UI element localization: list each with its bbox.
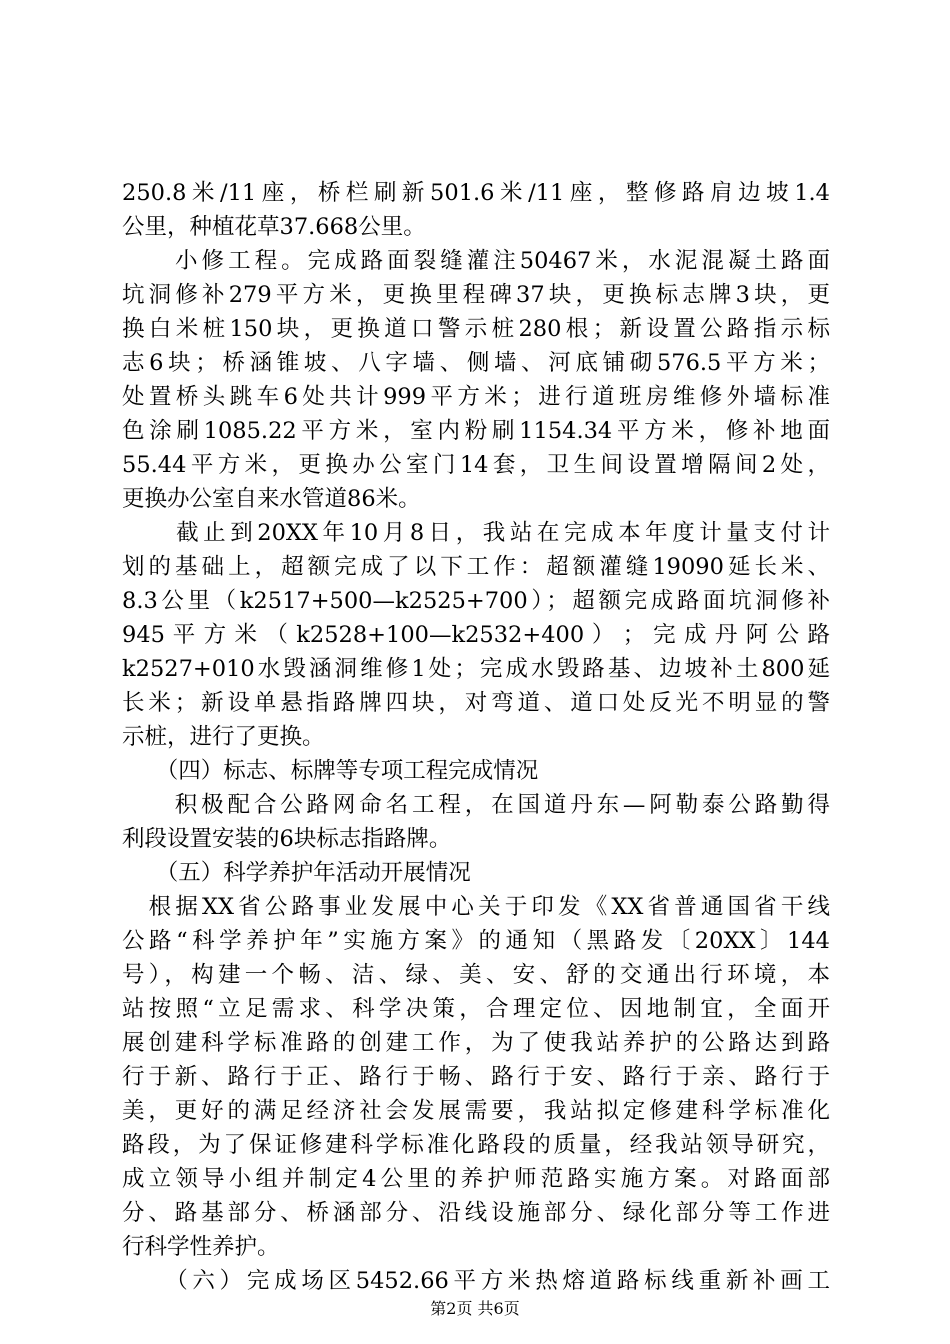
text-line: 号），构建一个畅、洁、绿、美、安、舒的交通出行环境，本 <box>122 962 830 988</box>
text-line: k2527+010水毁涵洞维修1处；完成水毁路基、边坡补土800延 <box>122 656 830 682</box>
text-line: 更换办公室自来水管道86米。 <box>122 486 421 512</box>
text-line: 小修工程。完成路面裂缝灌注50467米，水泥混凝土路面 <box>122 248 830 274</box>
text-line: 划的基础上，超额完成了以下工作：超额灌缝19090延长米、 <box>122 554 830 580</box>
section-heading: （四）标志、标牌等专项工程完成情况 <box>122 758 539 784</box>
text-line: 志6块；桥涵锥坡、八字墙、侧墙、河底铺砌576.5平方米； <box>122 350 830 376</box>
text-line: （六）完成场区5452.66平方米热熔道路标线重新补画工 <box>122 1268 830 1294</box>
text-line: 处置桥头跳车6处共计999平方米；进行道班房维修外墙标准 <box>122 384 830 410</box>
text-line: 坑洞修补279平方米，更换里程碑37块，更换标志牌3块，更 <box>122 282 830 308</box>
text-line: 示桩，进行了更换。 <box>122 724 325 750</box>
text-line: 分、路基部分、桥涵部分、沿线设施部分、绿化部分等工作进 <box>122 1200 830 1226</box>
text-line: 250.8米/11座，桥栏刷新501.6米/11座，整修路肩边坡1.4 <box>122 180 830 206</box>
text-line: 换白米桩150块，更换道口警示桩280根；新设置公路指示标 <box>122 316 830 342</box>
text-line: 利段设置安装的6块标志指路牌。 <box>122 826 452 852</box>
text-line: 行科学性养护。 <box>122 1234 280 1260</box>
text-line: 945 平 方 米 （ k2528+100—k2532+400 ） ； 完 成 丹 阿 公 路 <box>122 622 830 648</box>
text-line: 成立领导小组并制定4公里的养护师范路实施方案。对路面部 <box>122 1166 830 1192</box>
text-line: 长米；新设单悬指路牌四块，对弯道、道口处反光不明显的警 <box>122 690 830 716</box>
text-line: 美，更好的满足经济社会发展需要，我站拟定修建科学标准化 <box>122 1098 830 1124</box>
text-line: 截止到20XX年10月8日，我站在完成本年度计量支付计 <box>122 520 830 546</box>
page-number-footer: 第2页 共6页 <box>430 1299 520 1318</box>
text-line: 根据XX省公路事业发展中心关于印发《XX省普通国省干线 <box>122 894 830 920</box>
text-line: 公里，种植花草37.668公里。 <box>122 214 426 240</box>
text-line: 行于新、路行于正、路行于畅、路行于安、路行于亲、路行于 <box>122 1064 830 1090</box>
section-heading: （五）科学养护年活动开展情况 <box>122 860 471 886</box>
text-line: 8.3公里（k2517+500—k2525+700）；超额完成路面坑洞修补 <box>122 588 830 614</box>
text-line: 路段，为了保证修建科学标准化路段的质量，经我站领导研究， <box>122 1132 830 1158</box>
text-line: 公路“科学养护年”实施方案》的通知（黑路发〔20XX〕144 <box>122 928 830 954</box>
text-line: 展创建科学标准路的创建工作，为了使我站养护的公路达到路 <box>122 1030 830 1056</box>
text-line: 55.44平方米，更换办公室门14套，卫生间设置增隔间2处， <box>122 452 830 478</box>
text-line: 站按照“立足需求、科学决策，合理定位、因地制宜，全面开 <box>122 996 830 1022</box>
text-line: 积极配合公路网命名工程，在国道丹东—阿勒泰公路勤得 <box>122 792 830 818</box>
text-line: 色涂刷1085.22平方米，室内粉刷1154.34平方米，修补地面 <box>122 418 830 444</box>
